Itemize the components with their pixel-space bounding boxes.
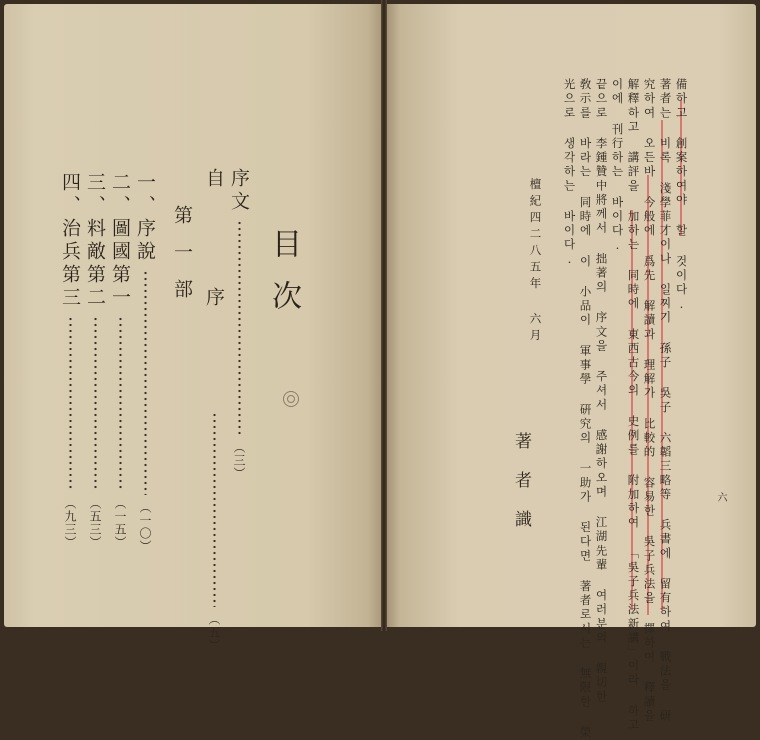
toc-leader xyxy=(213,412,216,607)
toc-entry-1[interactable] xyxy=(135,172,154,553)
book-gutter xyxy=(381,0,387,631)
preface-date: 檀紀四二八五年 六月 xyxy=(528,178,543,346)
toc-page-number: （一五） xyxy=(113,497,127,549)
preface-line: 光으로 생각하는 바이다. xyxy=(562,78,577,269)
preface-line: 究하여 오든바 今般에 爲先 解讀과 理解가 比較的 容易한 吳子兵法을 擇하여 釋讀을 xyxy=(642,78,657,724)
toc-entry-3[interactable] xyxy=(85,172,104,549)
toc-leader xyxy=(119,316,122,491)
toc-entry-4[interactable] xyxy=(60,172,79,549)
preface-line: 이에 刊行하는 바이다. xyxy=(610,78,625,255)
toc-entry-label: 一、序說 xyxy=(134,172,156,264)
toc-leader xyxy=(69,316,72,491)
toc-entry-label: 三、料敵第二 xyxy=(84,172,106,310)
toc-page-number: （三） xyxy=(232,441,246,480)
toc-entry-2[interactable] xyxy=(110,172,129,549)
toc-entry-author-preface[interactable] xyxy=(204,168,223,652)
toc-title: 目次 xyxy=(266,228,301,332)
toc-entry-preface[interactable] xyxy=(229,168,248,480)
toc-page-number: （一〇） xyxy=(138,501,152,553)
preface-line: 解釋하고 講評을 加하는 同時에 東西古今의 史例를 附加하여 「吳子兵法新講」이라 하고 xyxy=(626,78,641,733)
toc-page-number: （五三） xyxy=(88,497,102,549)
toc-entry-label: 二、圖國第一 xyxy=(109,172,131,310)
preface-signature: 著者識 xyxy=(511,432,531,549)
page-number: 六 xyxy=(715,492,726,502)
toc-entry-label: 自序 xyxy=(203,168,225,406)
toc-page-number: （五） xyxy=(207,613,221,652)
preface-line: 끝으로 李鍾贊中將께서 拙著의 序文을 주셔서 感謝하오며 江湖先輩 여러분의 親切한 xyxy=(594,78,609,705)
preface-line: 備하고 創案하여야 할 것이다. xyxy=(674,78,689,314)
toc-part-heading: 第一部 xyxy=(171,205,193,316)
toc-leader xyxy=(94,316,97,491)
library-stamp-icon xyxy=(283,391,299,407)
toc-entry-label: 序文 xyxy=(228,168,250,214)
toc-entry-label: 四、治兵第三 xyxy=(59,172,81,310)
toc-page-number: （九三） xyxy=(63,497,77,549)
preface-line: 敎示를 바라는 同時에 이 小品이 軍事學 硏究의 一助가 된다면 著者로서는 無限한 榮 xyxy=(578,78,593,740)
toc-leader xyxy=(238,220,241,435)
toc-leader xyxy=(144,270,147,495)
preface-line: 著者는 비록 淺學菲才이나 일찌기 孫子 吳子 六韜三略等 兵書에 留有하여 戰法을 研 xyxy=(658,78,673,724)
